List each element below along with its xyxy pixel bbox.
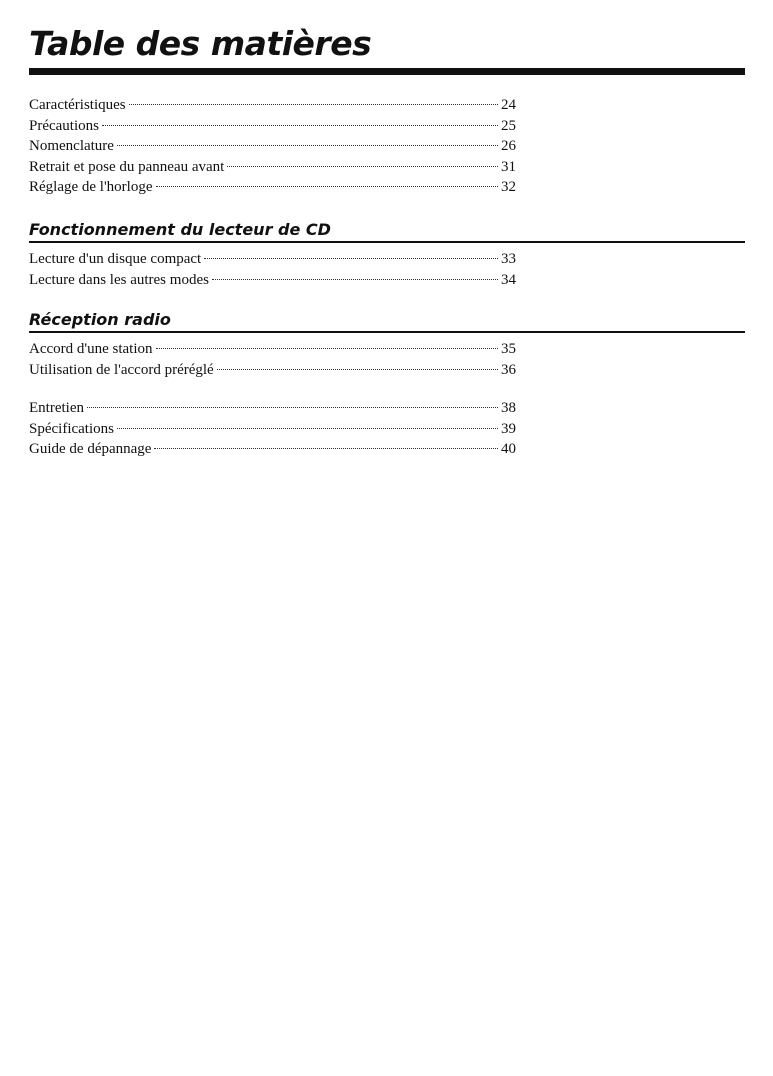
toc-entry-page: 31 <box>501 158 516 175</box>
toc-entry-page: 32 <box>501 179 516 195</box>
toc-entry[interactable] <box>29 95 516 116</box>
dot-leader <box>117 145 498 146</box>
toc-entry-label: Réglage de l'horloge <box>29 179 153 195</box>
section-heading-radio: Réception radio <box>29 309 745 333</box>
cd-section <box>29 219 745 290</box>
toc-list-cd <box>29 249 745 290</box>
toc-entry-page: 34 <box>501 271 516 288</box>
toc-entry-label: Caractéristiques <box>29 97 126 113</box>
toc-entry-page: 25 <box>501 117 516 134</box>
toc-entry-label: Retrait et pose du panneau avant <box>29 158 225 175</box>
toc-entry-label: Lecture dans les autres modes <box>29 271 209 288</box>
final-section <box>29 398 745 460</box>
toc-entry[interactable] <box>29 439 516 460</box>
toc-entry[interactable] <box>29 360 516 381</box>
toc-entry-page: 36 <box>501 361 516 378</box>
page-title: Table des matières <box>29 24 372 63</box>
toc-entry[interactable] <box>29 157 516 178</box>
dot-leader <box>102 125 498 126</box>
toc-entry-label: Utilisation de l'accord préréglé <box>29 361 214 378</box>
toc-entry[interactable] <box>29 339 516 360</box>
toc-entry-label: Lecture d'un disque compact <box>29 251 202 267</box>
toc-entry[interactable] <box>29 419 516 440</box>
dot-leader <box>129 104 498 105</box>
toc-entry-label: Entretien <box>29 400 84 416</box>
toc-entry-label: Nomenclature <box>29 138 114 154</box>
title-rule <box>29 68 745 75</box>
toc-entry[interactable] <box>29 136 516 157</box>
toc-entry-page: 38 <box>501 400 516 416</box>
toc-entry[interactable] <box>29 249 516 270</box>
toc-entry[interactable] <box>29 398 516 419</box>
dot-leader <box>156 186 499 187</box>
toc-list-final <box>29 398 745 460</box>
dot-leader <box>204 258 498 259</box>
toc-entry-page: 39 <box>501 420 516 437</box>
toc-list-general <box>29 95 745 198</box>
toc-entry[interactable] <box>29 270 516 291</box>
toc-entry-label: Spécifications <box>29 420 114 437</box>
dot-leader <box>217 369 498 370</box>
toc-entry-label: Guide de dépannage <box>29 441 152 457</box>
toc-entry-page: 24 <box>501 97 516 113</box>
toc-entry-page: 33 <box>501 251 516 267</box>
toc-entry[interactable] <box>29 116 516 137</box>
dot-leader <box>227 166 498 167</box>
toc-entry-label: Accord d'une station <box>29 341 153 357</box>
toc-entry[interactable] <box>29 177 516 198</box>
dot-leader <box>154 448 498 449</box>
radio-section <box>29 309 745 380</box>
toc-entry-page: 35 <box>501 341 516 357</box>
dot-leader <box>117 428 498 429</box>
toc-entry-label: Précautions <box>29 117 99 134</box>
dot-leader <box>87 407 498 408</box>
section-heading-cd: Fonctionnement du lecteur de CD <box>29 219 745 243</box>
toc-entry-page: 40 <box>501 441 516 457</box>
dot-leader <box>156 348 498 349</box>
toc-entry-page: 26 <box>501 138 516 154</box>
general-section <box>29 95 745 198</box>
dot-leader <box>212 279 498 280</box>
toc-list-radio <box>29 339 745 380</box>
